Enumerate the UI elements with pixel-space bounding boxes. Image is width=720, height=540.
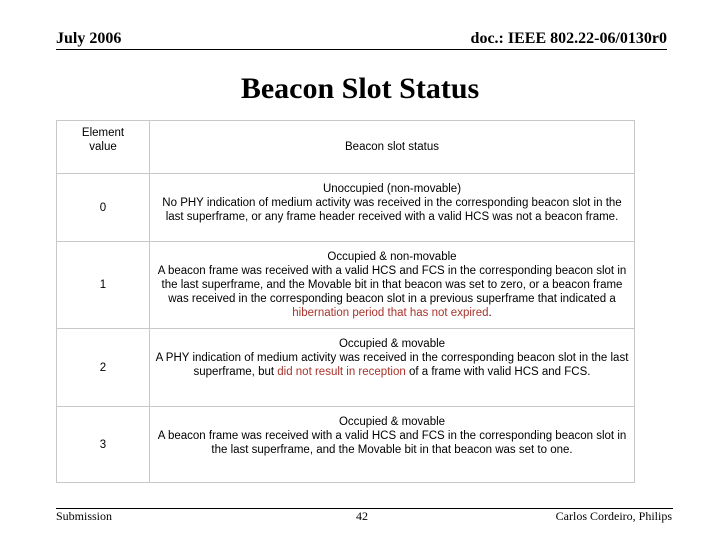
- table-row: [57, 242, 635, 329]
- row-detail: [156, 352, 629, 378]
- row-value: 0: [57, 174, 150, 242]
- table-row: [57, 174, 635, 242]
- header-rule: [56, 49, 667, 50]
- header-element-value-line2: value: [89, 141, 117, 153]
- footer-submission: Submission: [56, 509, 113, 523]
- row-detail: No PHY indication of medium activity was received in the corresponding beacon slot in the last superframe, or any frame header received with a valid HCS was not a beacon frame.: [162, 197, 622, 223]
- row-detail: A beacon frame was received with a valid HCS and FCS in the corresponding beacon slot in the last superframe, and the Movable bit in that beacon was set to one.: [157, 430, 627, 456]
- slide-title: Beacon Slot Status: [240, 72, 480, 105]
- row-detail-highlight: did not result in reception: [277, 366, 406, 378]
- row-detail-end: of a frame with valid HCS and FCS.: [405, 366, 591, 378]
- row-status: Occupied & non-movable: [327, 251, 457, 263]
- header-beacon-slot-status: Beacon slot status: [150, 121, 635, 174]
- row-value: 1: [57, 242, 150, 329]
- table-header-row: [57, 121, 635, 174]
- header-element-value: [57, 121, 150, 174]
- table-row: [57, 329, 635, 407]
- footer-page-number: 42: [356, 509, 368, 523]
- row-description: [150, 242, 635, 329]
- row-description: [150, 174, 635, 242]
- beacon-status-table: [56, 120, 635, 483]
- table-row: [57, 407, 635, 483]
- header-doc-id: doc.: IEEE 802.22-06/0130r0: [470, 30, 667, 47]
- row-detail-text: A beacon frame was received with a valid HCS and FCS in the corresponding beacon slot in the last superframe, and the Movable bit in that beacon was set to zero, or a beacon frame was received in the corresponding beacon slot in a previous superframe that indicated a: [157, 265, 627, 305]
- row-detail-end: .: [488, 307, 492, 319]
- header-date: July 2006: [56, 30, 122, 47]
- row-status: Occupied & movable: [338, 416, 446, 428]
- row-detail-highlight: hibernation period that has not expired: [292, 307, 489, 319]
- row-detail-text: A PHY indication of medium activity was received in the corresponding beacon slot in the last superframe, but: [155, 352, 629, 378]
- header-element-value-line1: Element: [81, 127, 125, 139]
- row-description: [150, 329, 635, 407]
- footer-author: Carlos Cordeiro, Philips: [555, 509, 672, 523]
- row-detail: [158, 265, 627, 319]
- row-value: 2: [57, 329, 150, 407]
- row-value: 3: [57, 407, 150, 483]
- row-status: Occupied & movable: [338, 338, 446, 350]
- row-status: Unoccupied (non-movable): [322, 183, 462, 195]
- row-description: [150, 407, 635, 483]
